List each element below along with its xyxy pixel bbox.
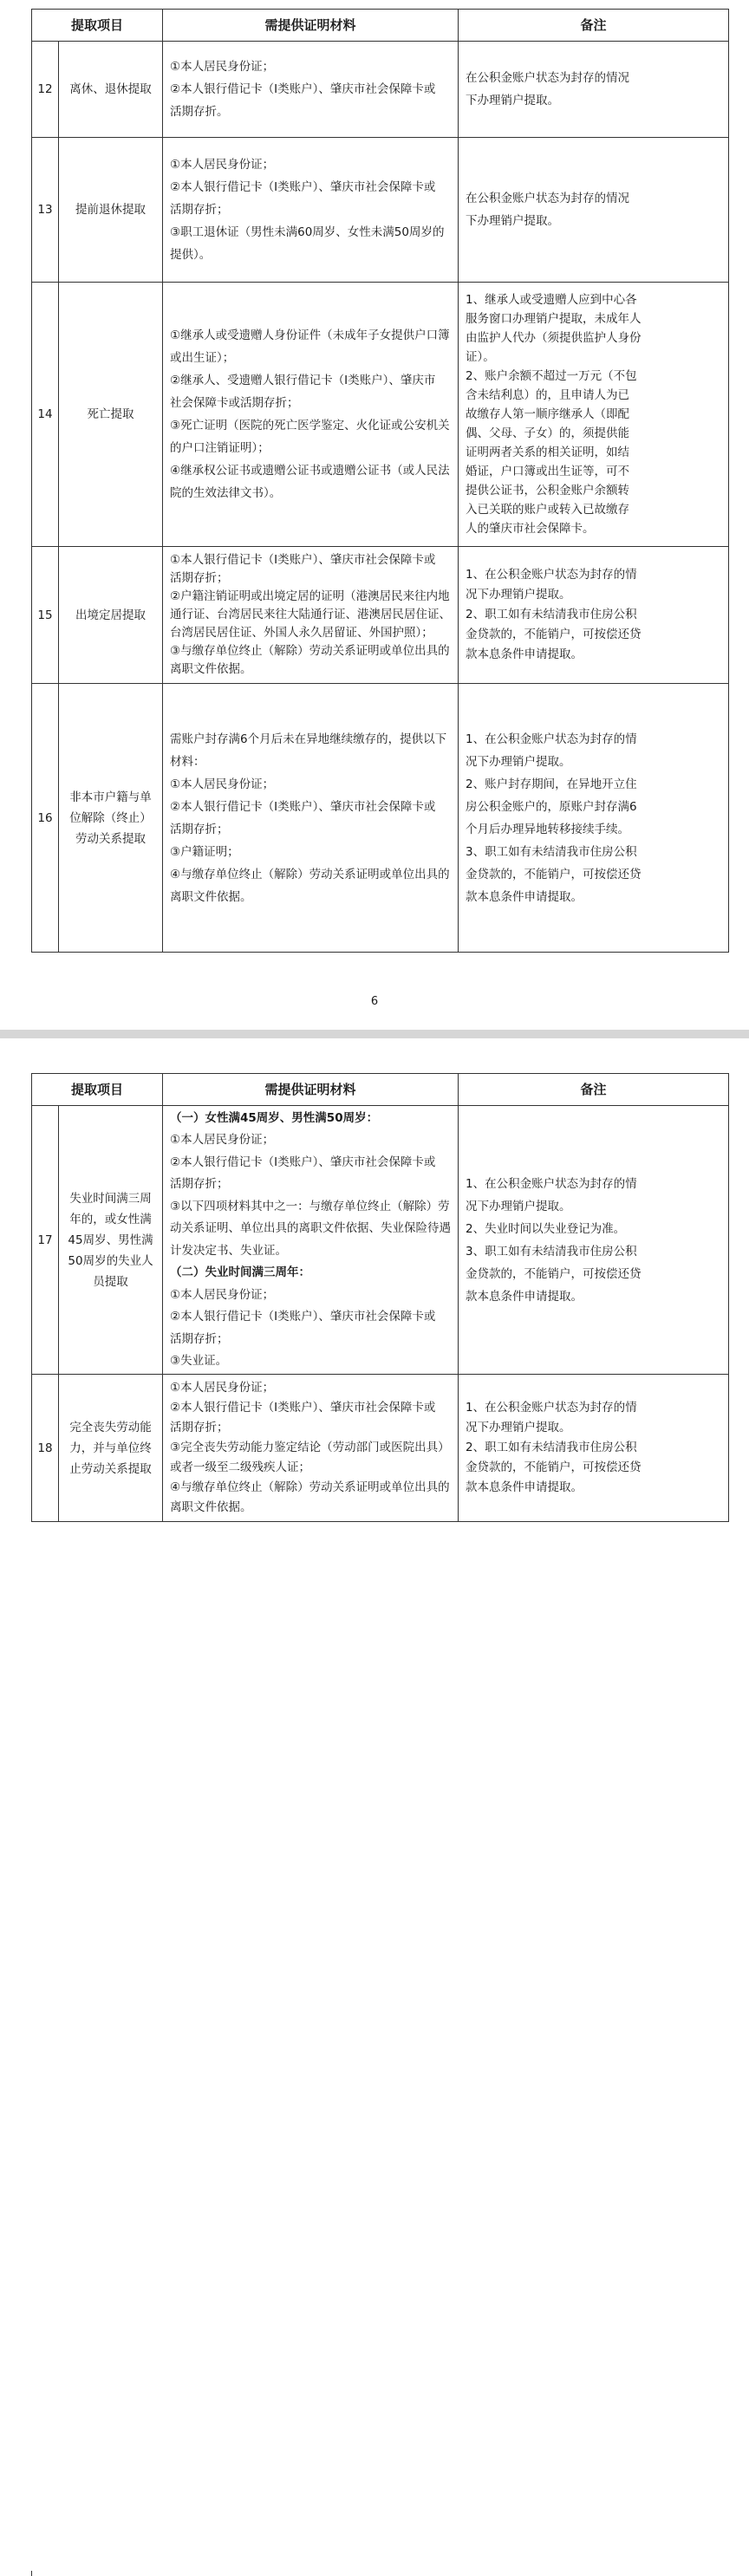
material-line: ②本人银行借记卡（Ⅰ类账户）、肇庆市社会保障卡或 — [170, 1155, 436, 1169]
required-materials — [163, 1375, 459, 1522]
material-line: ①本人居民身份证； — [170, 158, 275, 172]
material-line: ①继承人或受遗赠人身份证件（未成年子女提供户口簿 — [170, 329, 450, 342]
material-line: 离职文件依据。 — [170, 662, 252, 676]
material-line: ①本人居民身份证； — [170, 1381, 275, 1395]
material-line: ②本人银行借记卡（Ⅰ类账户）、肇庆市社会保障卡或 — [170, 1401, 436, 1415]
table-row — [32, 138, 729, 283]
withdrawal-table-page-2 — [31, 1073, 729, 1522]
withdrawal-item: 提前退休提取 — [59, 138, 163, 283]
material-line: 动关系证明、单位出具的离职文件依据、失业保险待遇 — [170, 1221, 452, 1235]
material-line: ③死亡证明（医院的死亡医学鉴定、火化证或公安机关 — [170, 419, 450, 433]
table-row — [32, 42, 729, 138]
note-line: 在公积金账户状态为封存的情况 — [466, 71, 630, 85]
header-withdrawal-item: 提取项目 — [32, 10, 163, 42]
material-line: 材料： — [170, 754, 205, 769]
table-header-row — [32, 10, 729, 42]
note-line: 2、职工如有未结清我市住房公积 — [466, 608, 637, 621]
note-line: 款本息条件申请提取。 — [466, 647, 583, 661]
material-line: 活期存折； — [170, 571, 229, 585]
note-line: 1、在公积金账户状态为封存的情 — [466, 1401, 637, 1415]
required-materials — [163, 42, 459, 138]
note-line: 金贷款的，不能销户，可按偿还贷 — [466, 867, 642, 881]
material-line: ③失业证。 — [170, 1354, 228, 1368]
header-withdrawal-item: 提取项目 — [32, 1074, 163, 1106]
material-line: ④与缴存单位终止（解除）劳动关系证明或单位出具的 — [170, 867, 450, 881]
row-number: 15 — [32, 547, 59, 684]
note-line: 况下办理销户提取。 — [466, 1199, 571, 1213]
remarks — [459, 138, 729, 283]
table-header-row — [32, 1074, 729, 1106]
note-line: 2、账户余额不超过一万元（不包 — [466, 369, 637, 383]
material-line: 通行证、台湾居民来往大陆通行证、港澳居民居住证、 — [170, 608, 452, 621]
material-line: ②本人银行借记卡（Ⅰ类账户）、肇庆市社会保障卡或 — [170, 799, 436, 814]
material-line: ②户籍注销证明或出境定居的证明（港澳居民来往内地 — [170, 589, 450, 603]
material-line: ④与缴存单位终止（解除）劳动关系证明或单位出具的 — [170, 1480, 450, 1494]
note-line: 个月后办理异地转移接续手续。 — [466, 822, 630, 836]
material-line: 的户口注销证明）； — [170, 441, 270, 455]
withdrawal-item: 失业时间满三周年的，或女性满45周岁、男性满50周岁的失业人员提取 — [59, 1106, 163, 1375]
row-number: 17 — [32, 1106, 59, 1375]
note-line: 2、失业时间以失业登记为准。 — [466, 1221, 626, 1236]
note-line: 证）。 — [466, 350, 495, 364]
header-remarks: 备注 — [459, 10, 729, 42]
table-continuation-edge — [31, 2571, 729, 2576]
note-line: 2、职工如有未结清我市住房公积 — [466, 1441, 637, 1454]
note-line: 况下办理销户提取。 — [466, 754, 571, 769]
note-line: 下办理销户提取。 — [466, 94, 560, 107]
note-line: 入已关联的账户或转入已故缴存 — [466, 503, 630, 517]
remarks — [459, 42, 729, 138]
note-line: 房公积金账户的，原账户封存满6 — [466, 799, 637, 814]
row-number: 12 — [32, 42, 59, 138]
withdrawal-item: 完全丧失劳动能力，并与单位终止劳动关系提取 — [59, 1375, 163, 1522]
material-line: ①本人居民身份证； — [170, 1133, 275, 1147]
note-line: 金贷款的，不能销户，可按偿还贷 — [466, 628, 642, 641]
withdrawal-item: 死亡提取 — [59, 283, 163, 547]
material-line: 活期存折； — [170, 1331, 229, 1346]
material-line: 离职文件依据。 — [170, 1500, 252, 1514]
note-line: 由监护人代办（须提供监护人身份 — [466, 331, 642, 345]
table-row — [32, 547, 729, 684]
table-row — [32, 684, 729, 953]
material-line: ③职工退休证（男性未满60周岁、女性未满50周岁的 — [170, 225, 445, 239]
note-line: 证明两者关系的相关证明，如结 — [466, 446, 630, 459]
material-line: 计发决定书、失业证。 — [170, 1243, 288, 1258]
material-line: 活期存折。 — [170, 105, 229, 119]
row-number: 13 — [32, 138, 59, 283]
required-materials — [163, 283, 459, 547]
material-line: 社会保障卡或活期存折； — [170, 396, 299, 410]
material-line: 院的生效法律文书）。 — [170, 486, 282, 500]
header-remarks: 备注 — [459, 1074, 729, 1106]
remarks — [459, 283, 729, 547]
material-line: 需账户封存满6个月后未在异地继续缴存的，提供以下 — [170, 732, 447, 746]
material-section-heading: （二）失业时间满三周年： — [170, 1265, 311, 1279]
material-line: ④继承权公证书或遗赠公证书或遗赠公证书（或人民法 — [170, 464, 450, 478]
material-line: ③与缴存单位终止（解除）劳动关系证明或单位出具的 — [170, 644, 450, 658]
material-line: ②本人银行借记卡（Ⅰ类账户）、肇庆市社会保障卡或 — [170, 82, 436, 96]
table-row — [32, 283, 729, 547]
note-line: 人的肇庆市社会保障卡。 — [466, 522, 595, 536]
document-page-2 — [0, 1038, 749, 1538]
note-line: 1、继承人或受遗赠人应到中心各 — [466, 293, 637, 307]
document-page-1 — [0, 0, 749, 1030]
required-materials — [163, 1106, 459, 1375]
note-line: 含未结利息）的，且申请人为已 — [466, 388, 630, 402]
note-line: 款本息条件申请提取。 — [466, 1289, 583, 1304]
withdrawal-item: 离休、退休提取 — [59, 42, 163, 138]
row-number: 16 — [32, 684, 59, 953]
note-line: 1、在公积金账户状态为封存的情 — [466, 1176, 637, 1191]
remarks — [459, 1375, 729, 1522]
withdrawal-item: 非本市户籍与单位解除（终止）劳动关系提取 — [59, 684, 163, 953]
note-line: 款本息条件申请提取。 — [466, 889, 583, 904]
note-line: 款本息条件申请提取。 — [466, 1480, 583, 1494]
material-line: ①本人居民身份证； — [170, 60, 275, 74]
material-line: ③户籍证明； — [170, 844, 239, 859]
remarks — [459, 1106, 729, 1375]
material-line: ③以下四项材料其中之一：与缴存单位终止（解除）劳 — [170, 1199, 450, 1213]
note-line: 金贷款的，不能销户，可按偿还贷 — [466, 1266, 642, 1281]
note-line: 金贷款的，不能销户，可按偿还贷 — [466, 1460, 642, 1474]
note-line: 服务窗口办理销户提取，未成年人 — [466, 312, 642, 326]
material-line: ①本人居民身份证； — [170, 1287, 275, 1302]
required-materials — [163, 138, 459, 283]
note-line: 况下办理销户提取。 — [466, 1421, 571, 1434]
page-separator — [0, 1030, 749, 1038]
material-line: ②本人银行借记卡（Ⅰ类账户）、肇庆市社会保障卡或 — [170, 180, 436, 194]
withdrawal-item: 出境定居提取 — [59, 547, 163, 684]
note-line: 3、职工如有未结清我市住房公积 — [466, 1244, 637, 1259]
material-line: ③完全丧失劳动能力鉴定结论（劳动部门或医院出具） — [170, 1441, 450, 1454]
required-materials — [163, 547, 459, 684]
material-line: ①本人银行借记卡（Ⅰ类账户）、肇庆市社会保障卡或 — [170, 553, 436, 567]
note-line: 况下办理销户提取。 — [466, 588, 571, 602]
page-number: 6 — [370, 995, 379, 1008]
material-section-heading: （一）女性满45周岁、男性满50周岁： — [170, 1110, 379, 1125]
note-line: 下办理销户提取。 — [466, 214, 560, 228]
material-line: 活期存折； — [170, 822, 229, 836]
material-line: ②继承人、受遗赠人银行借记卡（Ⅰ类账户）、肇庆市 — [170, 374, 436, 387]
withdrawal-table-page-1 — [31, 9, 729, 953]
material-line: 提供）。 — [170, 248, 212, 262]
note-line: 1、在公积金账户状态为封存的情 — [466, 568, 637, 582]
row-number: 18 — [32, 1375, 59, 1522]
table-row — [32, 1106, 729, 1375]
material-line: ①本人居民身份证； — [170, 777, 275, 791]
material-line: 活期存折； — [170, 1421, 229, 1434]
header-required-materials: 需提供证明材料 — [163, 10, 459, 42]
required-materials — [163, 684, 459, 953]
note-line: 提供公证书，公积金账户余额转 — [466, 484, 630, 498]
material-line: ②本人银行借记卡（Ⅰ类账户）、肇庆市社会保障卡或 — [170, 1310, 436, 1324]
material-line: 离职文件依据。 — [170, 889, 252, 904]
material-line: 或者一级至二级残疾人证； — [170, 1460, 311, 1474]
remarks — [459, 684, 729, 953]
note-line: 偶、父母、子女）的，须提供能 — [466, 426, 630, 440]
row-number: 14 — [32, 283, 59, 547]
remarks — [459, 547, 729, 684]
note-line: 3、职工如有未结清我市住房公积 — [466, 844, 637, 859]
note-line: 1、在公积金账户状态为封存的情 — [466, 732, 637, 746]
header-required-materials: 需提供证明材料 — [163, 1074, 459, 1106]
material-line: 台湾居民居住证、外国人永久居留证、外国护照）； — [170, 626, 433, 640]
note-line: 故缴存人第一顺序继承人（即配 — [466, 407, 630, 421]
material-line: 或出生证）； — [170, 351, 235, 365]
table-row — [32, 1375, 729, 1522]
material-line: 活期存折； — [170, 203, 229, 217]
material-line: 活期存折； — [170, 1177, 229, 1191]
note-line: 婚证，户口簿或出生证等，可不 — [466, 465, 630, 478]
note-line: 2、账户封存期间，在异地开立住 — [466, 777, 637, 791]
note-line: 在公积金账户状态为封存的情况 — [466, 192, 630, 205]
